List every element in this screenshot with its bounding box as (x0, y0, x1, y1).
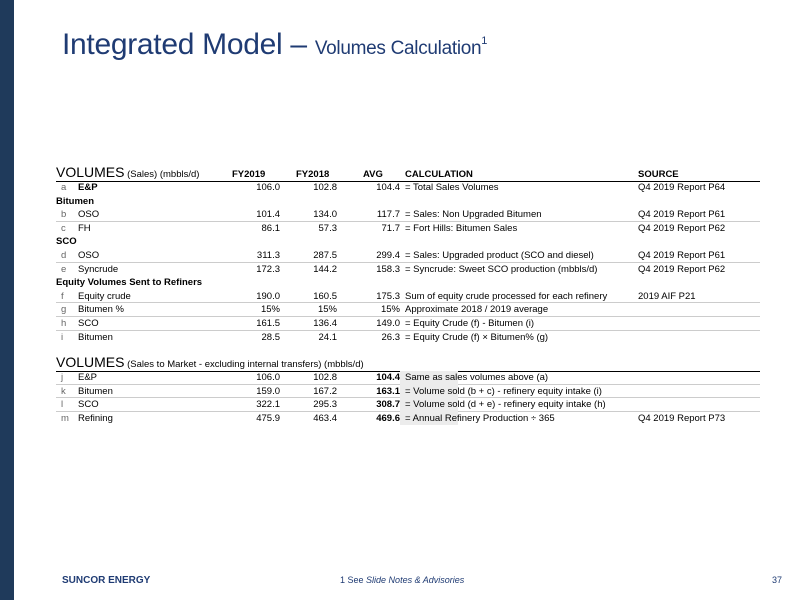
source-text: Q4 2019 Report P61 (638, 250, 726, 261)
calculation-text: = Sales: Upgraded product (SCO and diesel) (405, 250, 594, 261)
value-fy2018: 136.4 (313, 318, 337, 329)
value-fy2018: 24.1 (318, 331, 337, 343)
value-fy2018: 144.2 (313, 263, 337, 275)
row-label: OSO (78, 209, 100, 221)
calculation-text: Same as sales volumes above (a) (405, 372, 549, 383)
table-row (56, 222, 760, 236)
value-fy2018: 160.5 (313, 290, 337, 302)
value-fy2019: 106.0 (256, 182, 280, 193)
calculation-text: Approximate 2018 / 2019 average (405, 304, 549, 316)
source-text: 2019 AIF P21 (638, 290, 696, 302)
row-letter: d (61, 250, 67, 261)
calculation-text: Sum of equity crude processed for each refinery (405, 290, 608, 302)
value-fy2019: 172.3 (256, 263, 280, 275)
table-row (56, 371, 760, 385)
row-letter: h (61, 318, 67, 329)
table-row (56, 385, 760, 399)
row-letter: f (61, 290, 64, 302)
slide-notes-link[interactable]: Slide Notes & Advisories (366, 575, 465, 585)
footer-brand: SUNCOR ENERGY (62, 575, 151, 586)
row-label: FH (78, 222, 91, 234)
source-text: Q4 2019 Report P62 (638, 263, 726, 275)
row-letter: g (61, 304, 67, 316)
value-avg: 299.4 (376, 250, 400, 261)
row-letter: l (61, 399, 64, 411)
row-letter: a (61, 182, 67, 193)
value-avg: 71.7 (381, 222, 400, 234)
value-avg: 26.3 (381, 331, 400, 343)
table-row (56, 290, 760, 304)
row-label: Refining (78, 412, 113, 424)
calculation-text: = Total Sales Volumes (405, 182, 499, 193)
col-header-calculation: CALCULATION (405, 169, 473, 180)
value-fy2019: 475.9 (256, 412, 280, 424)
table-row (56, 331, 760, 345)
value-fy2019: 159.0 (256, 385, 280, 397)
value-avg: 175.3 (376, 290, 400, 302)
value-avg: 104.4 (376, 182, 400, 193)
value-avg: 117.7 (376, 209, 400, 221)
slide-title (62, 28, 487, 62)
source-text: Q4 2019 Report P62 (638, 222, 726, 234)
calculation-text: = Equity Crude (f) - Bitumen (i) (405, 318, 535, 329)
value-fy2019: 86.1 (261, 222, 280, 234)
group-header-row (56, 195, 760, 209)
section1-header (56, 164, 760, 182)
value-fy2019: 28.5 (261, 331, 280, 343)
col-header-fy2018: FY2018 (296, 169, 330, 180)
value-fy2018: 57.3 (318, 222, 337, 234)
row-letter: e (61, 263, 67, 275)
row-letter: b (61, 209, 67, 221)
value-fy2019: 311.3 (256, 250, 280, 261)
source-text: Q4 2019 Report P64 (638, 182, 726, 193)
footer-note: 1 See Slide Notes & Advisories (340, 575, 465, 585)
value-fy2019: 190.0 (256, 290, 280, 302)
col-header-source: SOURCE (638, 169, 679, 180)
row-label: SCO (78, 318, 99, 329)
col-header-avg: AVG (363, 169, 383, 180)
group-header-row (56, 235, 760, 249)
row-label: Syncrude (78, 263, 119, 275)
title-main: Integrated Model – (62, 28, 307, 61)
value-fy2019: 322.1 (256, 399, 280, 411)
left-accent-bar (0, 0, 14, 600)
table-row (56, 208, 760, 222)
table-row (56, 249, 760, 263)
row-label: Equity crude (78, 290, 131, 302)
title-sub: Volumes Calculation (314, 38, 482, 59)
calculation-text: = Syncrude: Sweet SCO production (mbbls/d) (405, 263, 598, 275)
value-fy2018: 102.8 (313, 182, 337, 193)
row-label: OSO (78, 250, 100, 261)
table-row (56, 263, 760, 277)
row-label: SCO (78, 399, 99, 411)
value-avg: 149.0 (376, 318, 400, 329)
calculation-text: = Volume sold (b + c) - refinery equity intake (i) (405, 385, 602, 397)
row-letter: m (61, 412, 69, 424)
group-label: SCO (56, 236, 77, 248)
row-letter: c (61, 222, 66, 234)
row-label: E&P (78, 372, 98, 383)
table-row (56, 412, 760, 426)
calculation-text: = Equity Crude (f) × Bitumen% (g) (405, 331, 549, 343)
value-fy2018: 15% (317, 304, 337, 316)
page-number: 37 (771, 575, 782, 585)
section1-title: VOLUMES (Sales) (mbbls/d) (56, 164, 200, 180)
group-label: Bitumen (56, 195, 94, 207)
row-label: Bitumen % (78, 304, 124, 316)
calculation-text: = Volume sold (d + e) - refinery equity intake (h) (405, 399, 606, 411)
table-row (56, 181, 760, 195)
table-row (56, 317, 760, 331)
value-avg: 104.4 (376, 372, 400, 383)
calculation-text: = Fort Hills: Bitumen Sales (405, 222, 518, 234)
source-text: Q4 2019 Report P61 (638, 209, 726, 221)
value-fy2019: 101.4 (256, 209, 280, 221)
value-fy2019: 161.5 (256, 318, 280, 329)
row-label: Bitumen (78, 385, 113, 397)
col-header-fy2019: FY2019 (232, 169, 266, 180)
value-avg: 469.6 (376, 412, 400, 424)
value-avg: 163.1 (376, 385, 400, 397)
table-row (56, 398, 760, 412)
value-avg: 15% (380, 304, 400, 316)
source-text: Q4 2019 Report P73 (638, 412, 726, 424)
title-footnote-mark: 1 (481, 35, 488, 47)
row-letter: k (61, 385, 66, 397)
table-row (56, 303, 760, 317)
value-fy2018: 102.8 (313, 372, 337, 383)
row-label: Bitumen (78, 331, 113, 343)
value-fy2019: 15% (260, 304, 280, 316)
calculation-text: = Annual Refinery Production ÷ 365 (405, 412, 555, 424)
value-fy2019: 106.0 (256, 372, 280, 383)
group-label: Equity Volumes Sent to Refiners (56, 277, 203, 289)
value-fy2018: 134.0 (313, 209, 337, 221)
group-header-row (56, 276, 760, 290)
row-label: E&P (78, 182, 98, 193)
value-avg: 308.7 (376, 399, 400, 411)
value-avg: 158.3 (376, 263, 400, 275)
section2-header (56, 354, 760, 372)
value-fy2018: 287.5 (313, 250, 337, 261)
row-letter: j (61, 372, 64, 383)
value-fy2018: 295.3 (313, 399, 337, 411)
value-fy2018: 167.2 (313, 385, 337, 397)
section2-title: VOLUMES (Sales to Market - excluding internal transfers) (mbbls/d) (56, 354, 364, 370)
value-fy2018: 463.4 (313, 412, 337, 424)
row-letter: i (61, 331, 64, 343)
calculation-text: = Sales: Non Upgraded Bitumen (405, 209, 542, 221)
